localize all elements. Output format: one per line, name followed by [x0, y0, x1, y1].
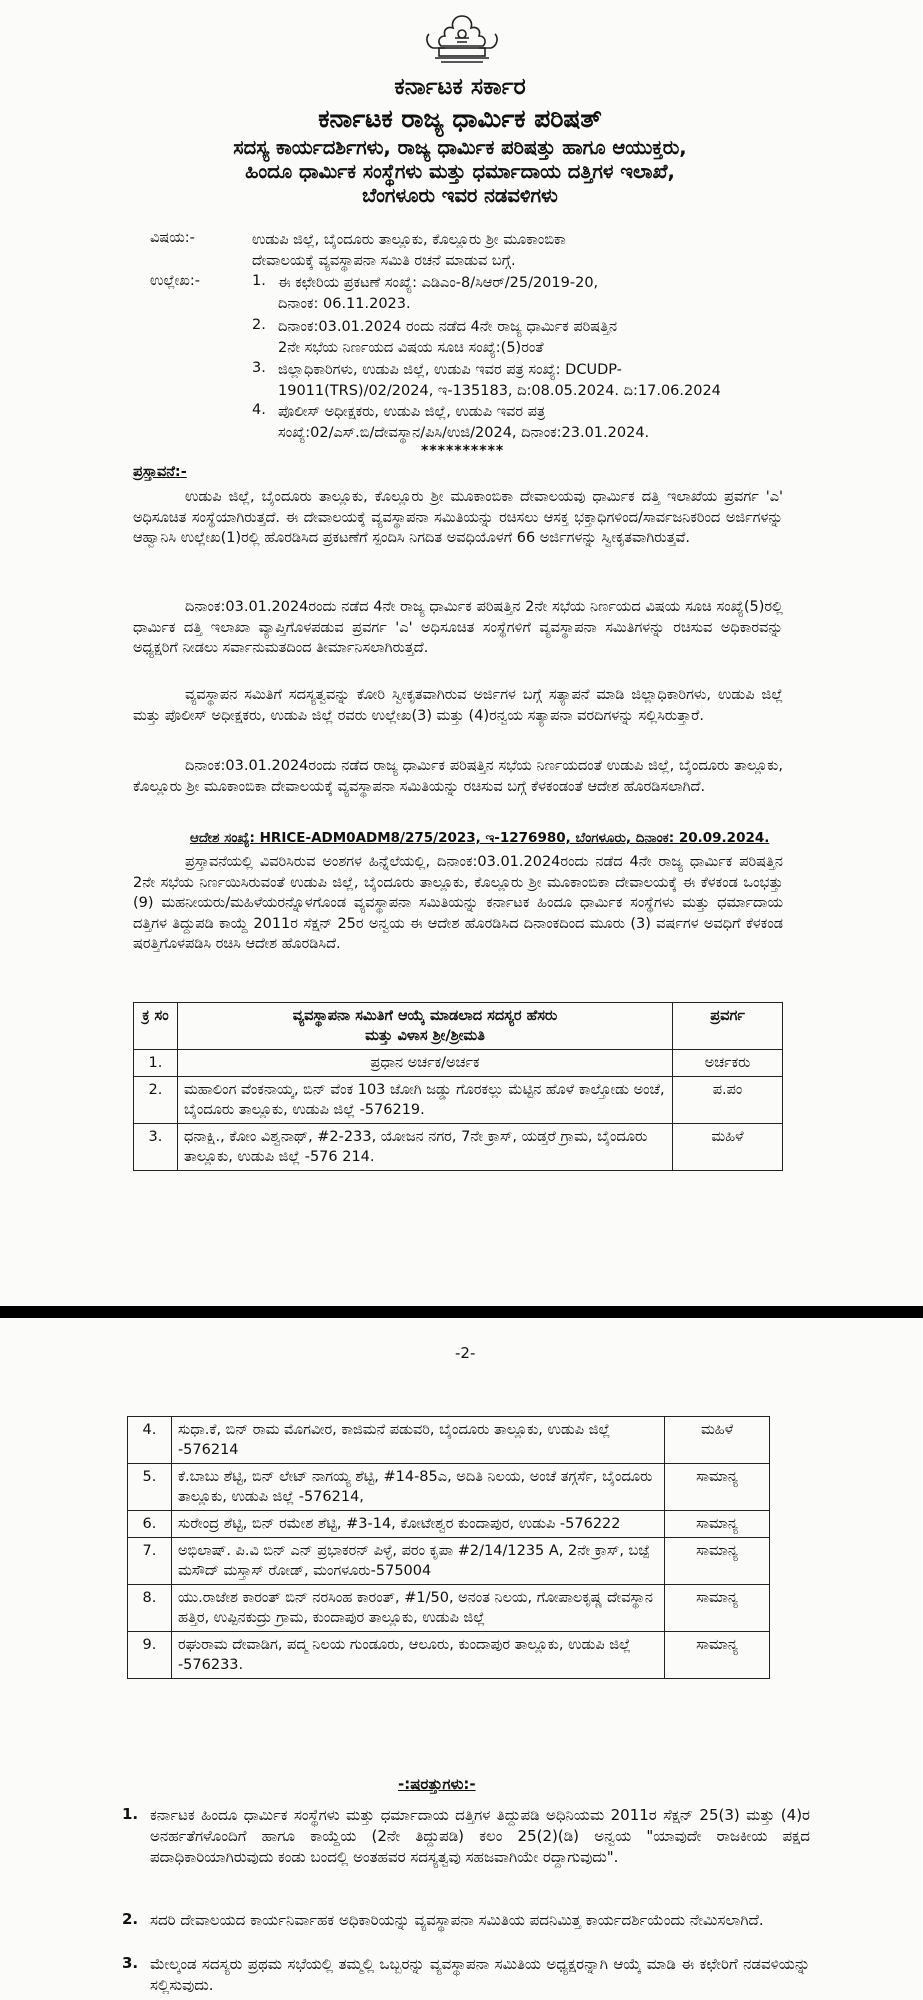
reference-label: ಉಲ್ಲೇಖ:- [150, 273, 200, 289]
preamble-paragraph-4: ದಿನಾಂಕ:03.01.2024ರಂದು ನಡೆದ ರಾಜ್ಯ ಧಾರ್ಮಿಕ ಪರಿಷತ್ತಿನ ಸಭೆಯ ನಿರ್ಣಯದಂತೆ ಉಡುಪಿ ಜಿಲ್ಲೆ, ಬೈಂದೂರು ತಾಲ್ಲೂಕು, ಕೊಲ್ಲೂರು ಶ್ರೀ ಮೂಕಾಂಬಿಕಾ ದೇವಾಲಯಕ್ಕೆ ವ್ಯವಸ್ಥಾಪನಾ ಸಮಿತಿಯನ್ನು ರಚಿಸುವ ಬಗ್ಗೆ ಕೆಳಕಂಡಂತೆ ಆದೇಶ ಹೊರಡಿಸಲಾಗಿದೆ. [133, 758, 783, 795]
reference-line: ದಿನಾಂಕ:03.01.2024 ರಂದು ನಡೆದ 4ನೇ ರಾಜ್ಯ ಧಾರ್ಮಿಕ ಪರಿಷತ್ತಿನ [278, 319, 618, 335]
reference-item [278, 317, 808, 359]
preamble-paragraph-3: ವ್ಯವಸ್ಥಾಪನ ಸಮಿತಿಗೆ ಸದಸ್ಯತ್ವವನ್ನು ಕೋರಿ ಸ್ವೀಕೃತವಾಗಿರುವ ಅರ್ಜಿಗಳ ಬಗ್ಗೆ ಸತ್ಯಾಪನೆ ಮಾಡಿ ಜಿಲ್ಲಾಧಿಕಾರಿಗಳು, ಉಡುಪಿ ಜಿಲ್ಲೆ ಮತ್ತು ಪೊಲೀಸ್ ಅಧೀಕ್ಷಕರು, ಉಡುಪಿ ಜಿಲ್ಲೆ ರವರು ಉಲ್ಲೇಖ(3) ಮತ್ತು (4)ರನ್ವಯ ಸತ್ಯಾಪನಾ ವರದಿಗಳನ್ನು ಸಲ್ಲಿಸಿರುತ್ತಾರೆ. [133, 687, 783, 724]
reference-number: 1. [252, 273, 266, 289]
reference-line: ಜಿಲ್ಲಾಧಿಕಾರಿಗಳು, ಉಡುಪಿ ಜಿಲ್ಲೆ, ಉಡುಪಿ ಇವರ ಪತ್ರ ಸಂಖ್ಯೆ: DCUDP- [278, 362, 622, 378]
condition-number: 3. [122, 1954, 139, 1972]
member-table [133, 1002, 783, 1171]
reference-line: 2ನೇ ಸಭೆಯ ನಿರ್ಣಯದ ವಿಷಯ ಸೂಚಿ ಸಂಖ್ಯೆ:(5)ರಂತೆ [278, 340, 544, 356]
page-number: -2- [455, 1344, 476, 1362]
condition-text: ಸದರಿ ದೇವಾಲಯದ ಕಾರ್ಯನಿರ್ವಾಹಕ ಅಧಿಕಾರಿಯನ್ನು ವ್ಯವಸ್ಥಾಪನಾ ಸಮಿತಿಯ ಪದನಿಮಿತ್ತ ಕಾರ್ಯದರ್ಶಿಯೆಂದು ನೇಮಿಸಲಾಗಿದೆ. [150, 1911, 764, 1929]
serial-cell: 6. [128, 1511, 172, 1538]
condition-number: 1. [122, 1805, 139, 1823]
order-number: ಆದೇಶ ಸಂಖ್ಯೆ: HRICE-ADM0ADM8/275/2023, ಇ-1276980, ಬೆಂಗಳೂರು, ದಿನಾಂಕ: 20.09.2024. [190, 830, 770, 846]
reference-line: ಈ ಕಛೇರಿಯ ಪ್ರಕಟಣೆ ಸಂಖ್ಯೆ: ಎಡಿಎಂ-8/ಸಿಆರ್/25/2019-20, [278, 275, 599, 291]
reference-line: ದಿನಾಂಕ: 06.11.2023. [278, 296, 411, 312]
category-cell: ಮಹಿಳೆ [665, 1417, 770, 1464]
authority-line-3: ಬೆಂಗಳೂರು ಇವರ ನಡವಳಿಗಳು [362, 184, 558, 207]
member-cell: ಯು.ರಾಜೇಶ ಕಾರಂತ್ ಬಿನ್ ನರಸಿಂಹ ಕಾರಂತ್, #1/50, ಅನಂತ ನಿಲಯ, ಗೋಪಾಲಕೃಷ್ಣ ದೇವಸ್ಥಾನ ಹತ್ತಿರ, ಉಪ್ಪಿನಕುದ್ರು ಗ್ರಾಮ, ಕುಂದಾಪುರ ತಾಲ್ಲೂಕು, ಉಡುಪಿ ಜಿಲ್ಲೆ [171, 1585, 664, 1632]
reference-line: 19011(TRS)/02/2024, ಇ-135183, ದಿ:08.05.2024. ದಿ:17.06.2024 [278, 383, 721, 399]
conditions-title: -:ಷರತ್ತುಗಳು:- [398, 1775, 476, 1793]
subject-text-1: ಉಡುಪಿ ಜಿಲ್ಲೆ, ಬೈಂದೂರು ತಾಲ್ಲೂಕು, ಕೊಲ್ಲೂರು ಶ್ರೀ ಮೂಕಾಂಬಿಕಾ [252, 232, 566, 248]
member-cell: ಪ್ರಧಾನ ಅರ್ಚಕ/ಅರ್ಚಕ [177, 1050, 672, 1077]
subject-label: ವಿಷಯ:- [150, 230, 195, 246]
government-title: ಕರ್ನಾಟಕ ಸರ್ಕಾರ [394, 74, 526, 100]
member-cell: ಧನಾಕ್ಷಿ., ಕೋಂ ವಿಶ್ವನಾಥ್, #2-233, ಯೋಜನ ನಗರ, 7ನೇ ಕ್ರಾಸ್, ಯಡ್ತರೆ ಗ್ರಾಮ, ಬೈಂದೂರು ತಾಲ್ಲೂಕು, ಉಡುಪಿ ಜಿಲ್ಲೆ -576 214. [177, 1124, 672, 1171]
serial-cell: 7. [128, 1538, 172, 1585]
serial-cell: 9. [128, 1632, 172, 1679]
table-row [128, 1511, 770, 1538]
condition-text: ಕರ್ನಾಟಕ ಹಿಂದೂ ಧಾರ್ಮಿಕ ಸಂಸ್ಥೆಗಳು ಮತ್ತು ಧರ್ಮಾದಾಯ ದತ್ತಿಗಳ ತಿದ್ದುಪಡಿ ಅಧಿನಿಯಮ 2011ರ ಸೆಕ್ಷನ್ 25(3) ಮತ್ತು (4)ರ ಅನರ್ಹತೆಗಳೊಂದಿಗೆ ಹಾಗೂ ಕಾಯ್ದೆಯ (2ನೇ ತಿದ್ದುಪಡಿ) ಕಲಂ 25(2)(ಡಿ) ಅನ್ವಯ "ಯಾವುದೇ ರಾಜಕೀಯ ಪಕ್ಷದ ಪದಾಧಿಕಾರಿಯಾಗಿರುವುದು ಕಂಡು ಬಂದಲ್ಲಿ ಅಂತಹವರ ಸದಸ್ಯತ್ವವು ಸಹಜವಾಗಿಯೇ ರದ್ದಾಗುವುದು". [150, 1806, 810, 1866]
table-header-row [134, 1003, 783, 1050]
category-cell: ಮಹಿಳೆ [673, 1124, 783, 1171]
column-header-member-line: ವ್ಯವಸ್ಥಾಪನಾ ಸಮಿತಿಗೆ ಆಯ್ಕೆ ಮಾಡಲಾದ ಸದಸ್ಯರ ಹೆಸರು [292, 1008, 558, 1024]
member-cell: ಅಭಿಲಾಷ್. ಪಿ.ವಿ ಬಿನ್ ಎನ್ ಪ್ರಭಾಕರನ್ ಪಿಳ್ಳೆ, ಪರಂ ಕೃಪಾ #2/14/1235 A, 2ನೇ ಕ್ರಾಸ್, ಬಜ್ಪೆ ಮಸೌದ್ ಮಸ್ತಾಸ್ ರೋಡ್, ಮಂಗಳೂರು-575004 [171, 1538, 664, 1585]
column-header-member-line: ಮತ್ತು ವಿಳಾಸ ಶ್ರೀ/ಶ್ರೀಮತಿ [365, 1028, 485, 1044]
serial-cell: 3. [134, 1124, 178, 1171]
page-separator [0, 1306, 923, 1318]
column-header-serial: ಕ್ರ ಸಂ [134, 1003, 178, 1050]
serial-cell: 5. [128, 1464, 172, 1511]
document-page-2 [0, 1318, 923, 2000]
reference-item [278, 360, 808, 402]
serial-cell: 1. [134, 1050, 178, 1077]
column-header-category: ಪ್ರವರ್ಗ [673, 1003, 783, 1050]
preamble-paragraph-1: ಉಡುಪಿ ಜಿಲ್ಲೆ, ಬೈಂದೂರು ತಾಲ್ಲೂಕು, ಕೊಲ್ಲೂರು ಶ್ರೀ ಮೂಕಾಂಬಿಕಾ ದೇವಾಲಯವು ಧಾರ್ಮಿಕ ದತ್ತಿ ಇಲಾಖೆಯ ಪ್ರವರ್ಗ 'ಎ' ಅಧಿಸೂಚಿತ ಸಂಸ್ಥೆಯಾಗಿರುತ್ತದೆ. ಈ ದೇವಾಲಯಕ್ಕೆ ವ್ಯವಸ್ಥಾಪನಾ ಸಮಿತಿಯನ್ನು ರಚಿಸಲು ಆಸಕ್ತ ಭಕ್ತಾಧಿಗಳಿಂದ/ಸಾರ್ವಜನಿಕರಿಂದ ಅರ್ಜಿಗಳನ್ನು ಆಹ್ವಾನಿಸಿ ಉಲ್ಲೇಖ(1)ರಲ್ಲಿ ಹೊರಡಿಸಿದ ಪ್ರಕಟಣೆಗೆ ಸ್ಪಂದಿಸಿ ನಿಗದಿತ ಅವಧಿಯೊಳಗೆ 66 ಅರ್ಜಿಗಳನ್ನು ಸ್ವೀಕೃತವಾಗಿರುತ್ತವೆ. [133, 489, 783, 546]
reference-line: ಪೊಲೀಸ್ ಅಧೀಕ್ಷಕರು, ಉಡುಪಿ ಜಿಲ್ಲೆ, ಉಡುಪಿ ಇವರ ಪತ್ರ [278, 404, 546, 420]
serial-cell: 8. [128, 1585, 172, 1632]
column-header-member [177, 1003, 672, 1050]
table-row [128, 1417, 770, 1464]
table-row [134, 1050, 783, 1077]
category-cell: ಅರ್ಚಕರು [673, 1050, 783, 1077]
table-row [134, 1124, 783, 1171]
member-cell: ಕೆ.ಬಾಬು ಶೆಟ್ಟಿ, ಬಿನ್ ಲೇಟ್ ನಾಗಯ್ಯ ಶೆಟ್ಟಿ, #14-85ಎ, ಅದಿತಿ ನಿಲಯ, ಅಂಚೆ ತಗ್ಗರ್ಸೆ, ಬೈಂದೂರು ತಾಲ್ಲೂಕು, ಉಡುಪಿ ಜಿಲ್ಲೆ -576214, [171, 1464, 664, 1511]
preamble-heading: ಪ್ರಸ್ತಾವನೆ:- [133, 464, 187, 480]
category-cell: ಸಾಮಾನ್ಯ [665, 1464, 770, 1511]
serial-cell: 4. [128, 1417, 172, 1464]
karnataka-emblem-icon [417, 12, 507, 66]
reference-item [278, 273, 808, 315]
subject-text-2: ದೇವಾಲಯಕ್ಕೆ ವ್ಯವಸ್ಥಾಪನಾ ಸಮಿತಿ ರಚನೆ ಮಾಡುವ ಬಗ್ಗೆ. [252, 253, 516, 269]
serial-cell: 2. [134, 1077, 178, 1124]
authority-line-2: ಹಿಂದೂ ಧಾರ್ಮಿಕ ಸಂಸ್ಥೆಗಳು ಮತ್ತು ಧರ್ಮಾದಾಯ ದತ್ತಿಗಳ ಇಲಾಖೆ, [245, 160, 675, 183]
condition-number: 2. [122, 1910, 139, 1928]
member-cell: ಸುರೇಂದ್ರ ಶೆಟ್ಟಿ, ಬಿನ್ ರಮೇಶ ಶೆಟ್ಟಿ, #3-14, ಕೋಟೇಶ್ವರ ಕುಂದಾಪುರ, ಉಡುಪಿ -576222 [171, 1511, 664, 1538]
reference-item [278, 402, 808, 444]
preamble-paragraph-2: ದಿನಾಂಕ:03.01.2024ರಂದು ನಡೆದ 4ನೇ ರಾಜ್ಯ ಧಾರ್ಮಿಕ ಪರಿಷತ್ತಿನ 2ನೇ ಸಭೆಯ ನಿರ್ಣಯದ ವಿಷಯ ಸೂಚಿ ಸಂಖ್ಯೆ(5)ರಲ್ಲಿ ಧಾರ್ಮಿಕ ದತ್ತಿ ಇಲಾಖಾ ವ್ಯಾಪ್ತಿಗೊಳಪಡುವ ಪ್ರವರ್ಗ 'ಎ' ಅಧಿಸೂಚಿತ ಸಂಸ್ಥೆಗಳಿಗೆ ವ್ಯವಸ್ಥಾಪನಾ ಸಮಿತಿಗಳನ್ನು ರಚಿಸುವ ಅಧಿಕಾರವನ್ನು ಅಧ್ಯಕ್ಷರಿಗೆ ನೀಡಲು ಸರ್ವಾನುಮತದಿಂದ ತೀರ್ಮಾನಿಸಲಾಗಿರುತ್ತದೆ. [133, 599, 783, 656]
authority-line-1: ಸದಸ್ಯ ಕಾರ್ಯದರ್ಶಿಗಳು, ರಾಜ್ಯ ಧಾರ್ಮಿಕ ಪರಿಷತ್ತು ಹಾಗೂ ಆಯುಕ್ತರು, [233, 136, 687, 159]
order-paragraph: ಪ್ರಸ್ತಾವನೆಯಲ್ಲಿ ವಿವರಿಸಿರುವ ಅಂಶಗಳ ಹಿನ್ನೆಲೆಯಲ್ಲಿ, ದಿನಾಂಕ:03.01.2024ರಂದು ನಡೆದ 4ನೇ ರಾಜ್ಯ ಧಾರ್ಮಿಕ ಪರಿಷತ್ತಿನ 2ನೇ ಸಭೆಯ ನಿರ್ಣಯಿಸಿರುವಂತೆ ಉಡುಪಿ ಜಿಲ್ಲೆ, ಬೈಂದೂರು ತಾಲ್ಲೂಕು, ಕೊಲ್ಲೂರು ಶ್ರೀ ಮೂಕಾಂಬಿಕಾ ದೇವಾಲಯಕ್ಕೆ ಈ ಕೆಳಕಂಡ ಒಂಭತ್ತು (9) ಮಹನೀಯರು/ಮಹಿಳೆಯರನ್ನೊಳಗೊಂಡ ವ್ಯವಸ್ಥಾಪನಾ ಸಮಿತಿಯನ್ನು ಕರ್ನಾಟಕ ಹಿಂದೂ ಧಾರ್ಮಿಕ ಸಂಸ್ಥೆಗಳು ಮತ್ತು ಧರ್ಮಾದಾಯ ದತ್ತಿಗಳ ತಿದ್ದುಪಡಿ ಕಾಯ್ದೆ 2011ರ ಸೆಕ್ಷನ್ 25ರ ಅನ್ವಯ ಈ ಆದೇಶ ಹೊರಡಿಸಿದ ದಿನಾಂಕದಿಂದ ಮೂರು (3) ವರ್ಷಗಳ ಅವಧಿಗೆ ಕೆಳಕಂಡ ಷರತ್ತಿಗೊಳಪಡಿಸಿ ರಚಿಸಿ ಆದೇಶ ಹೊರಡಿಸಿದೆ. [133, 854, 783, 952]
reference-number: 4. [252, 402, 266, 418]
category-cell: ಸಾಮಾನ್ಯ [665, 1538, 770, 1585]
category-cell: ಪ.ಪಂ [673, 1077, 783, 1124]
council-title: ಕರ್ನಾಟಕ ರಾಜ್ಯ ಧಾರ್ಮಿಕ ಪರಿಷತ್ [318, 104, 602, 133]
table-row [134, 1077, 783, 1124]
condition-text: ಮೇಲ್ಕಂಡ ಸದಸ್ಯರು ಪ್ರಥಮ ಸಭೆಯಲ್ಲಿ ತಮ್ಮಲ್ಲಿ ಒಬ್ಬರನ್ನು ವ್ಯವಸ್ಥಾಪನಾ ಸಮಿತಿಯ ಅಧ್ಯಕ್ಷರನ್ನಾಗಿ ಆಯ್ಕೆ ಮಾಡಿ ಈ ಕಛೇರಿಗೆ ನಡವಳಿಯನ್ನು ಸಲ್ಲಿಸುವುದು. [150, 1955, 810, 1994]
table-row [128, 1464, 770, 1511]
category-cell: ಸಾಮಾನ್ಯ [665, 1632, 770, 1679]
member-cell: ಮಹಾಲಿಂಗ ವೆಂಕನಾಯ್ಕ, ಬಿನ್ ವೆಂಕ 103 ಜೋಗಿ ಜಡ್ಡು ಗೊರಕಲ್ಲು ಮೆಟ್ಟಿನ ಹೊಳೆ ಕಾಲ್ತೋಡು ಅಂಚೆ, ಬೈಂದೂರು ತಾಲ್ಲೂಕು, ಉಡುಪಿ ಜಿಲ್ಲೆ -576219. [177, 1077, 672, 1124]
separator-stars: ********** [421, 443, 505, 459]
reference-number: 3. [252, 360, 266, 376]
reference-line: ಸಂಖ್ಯೆ:02/ಎಸ್.ಬಿ/ದೇವಸ್ಥಾನ/ಪಿಸಿ/ಉಜಿ/2024, ದಿನಾಂಕ:23.01.2024. [278, 425, 650, 441]
member-cell: ಸುಧಾ.ಕೆ, ಬಿನ್ ರಾಮ ಮೊಗವೀರ, ಕಾಜಿಮನೆ ಪಡುವರಿ, ಬೈಂದೂರು ತಾಲ್ಲೂಕು, ಉಡುಪಿ ಜಿಲ್ಲೆ -576214 [171, 1417, 664, 1464]
reference-number: 2. [252, 317, 266, 333]
category-cell: ಸಾಮಾನ್ಯ [665, 1585, 770, 1632]
table-row [128, 1585, 770, 1632]
table-row [128, 1538, 770, 1585]
member-cell: ರಘುರಾಮ ದೇವಾಡಿಗ, ಪದ್ಮ ನಿಲಯ ಗುಂಡೂರು, ಆಲೂರು, ಕುಂದಾಪುರ ತಾಲ್ಲೂಕು, ಉಡುಪಿ ಜಿಲ್ಲೆ -576233. [171, 1632, 664, 1679]
member-table-continued [127, 1416, 770, 1679]
category-cell: ಸಾಮಾನ್ಯ [665, 1511, 770, 1538]
table-row [128, 1632, 770, 1679]
